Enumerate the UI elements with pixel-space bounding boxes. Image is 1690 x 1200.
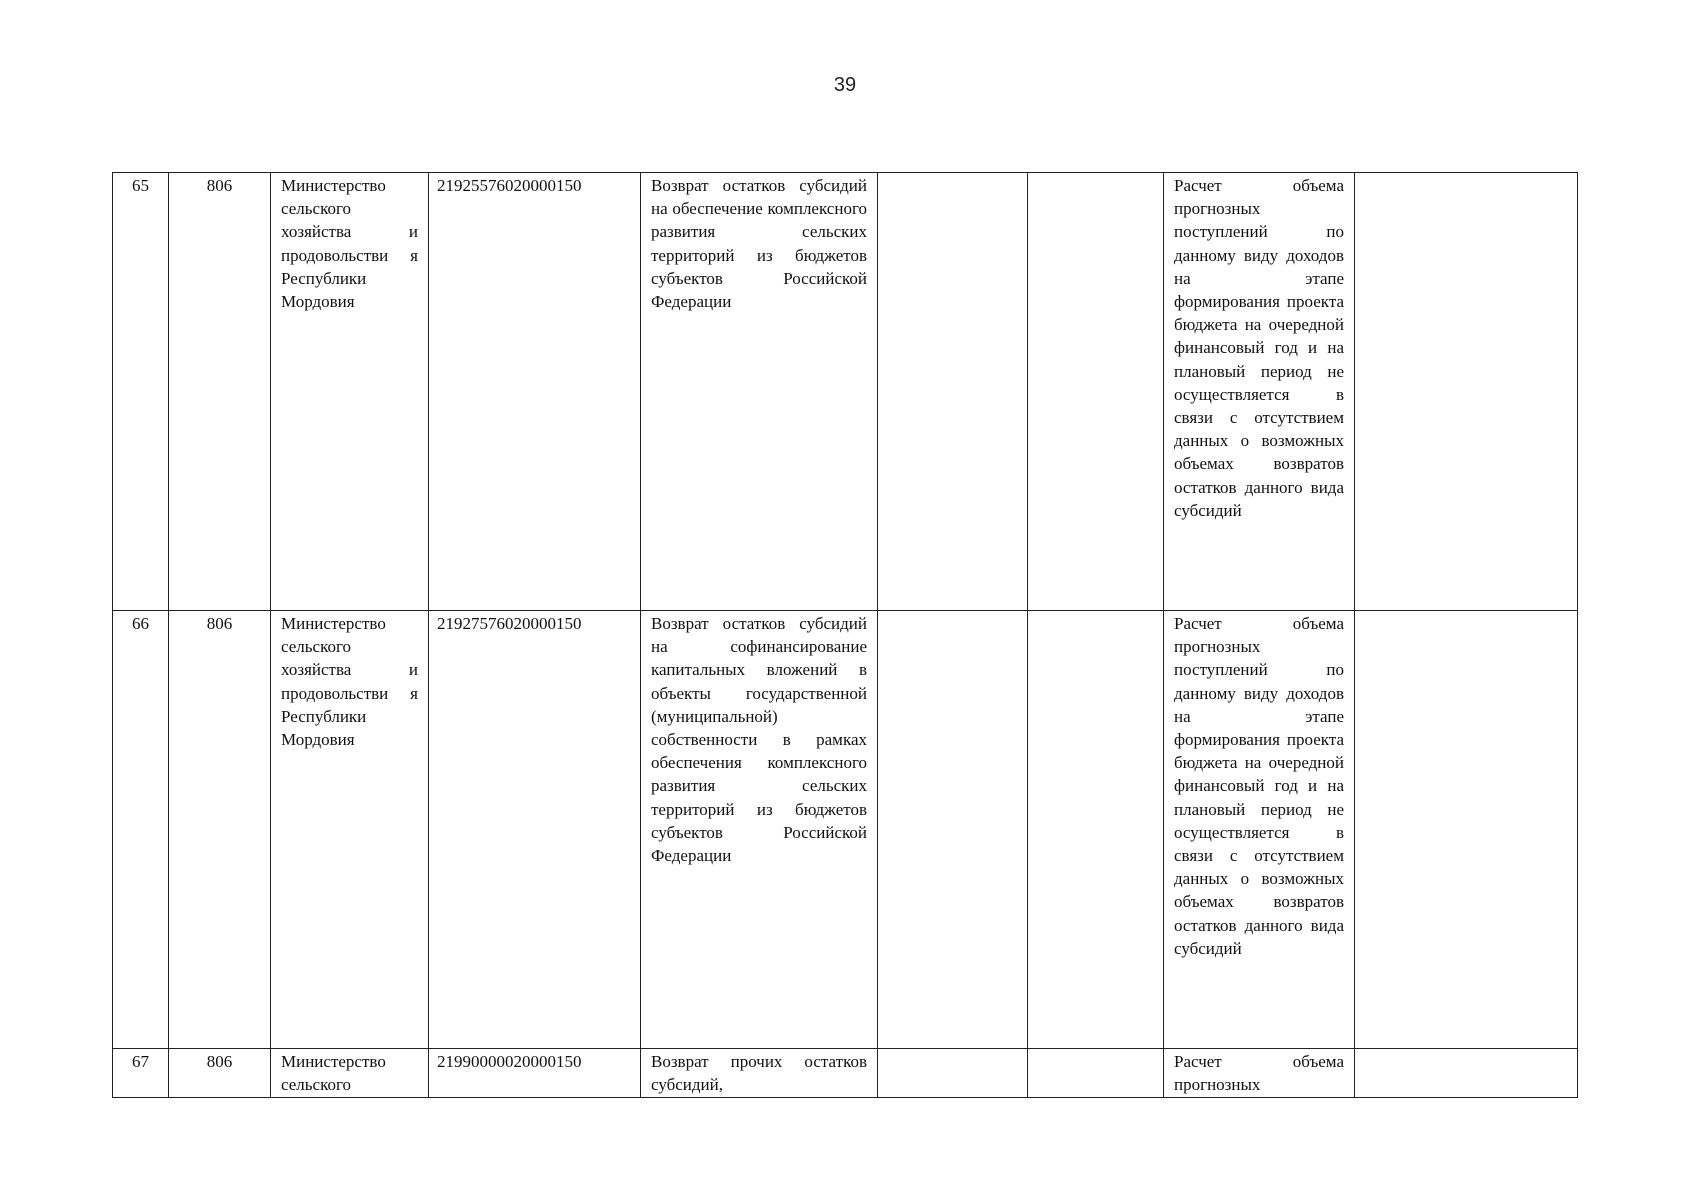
empty-cell-9 <box>1355 1049 1578 1098</box>
forecast-method: Расчет объема прогнозных поступлений по данному виду доходов на этапе формирования проекта бюджета на очередной финансовый год и на плановый период не осуществляется в связи с отсутствием данных о возможных объемах возвратов остатков данного вида субсидий <box>1174 614 1344 958</box>
revenue-name: Возврат остатков субсидий на софинансирование капитальных вложений в объекты государственной (муниципальной) собственности в рамках обеспечения комплексного развития сельских территорий из бюджетов субъектов Российской Федерации <box>651 614 867 866</box>
kbk-code: 21925576020000150 <box>437 176 582 195</box>
kbk-code: 21990000020000150 <box>437 1052 582 1071</box>
cell-col6 <box>878 1049 1027 1096</box>
admin-name-cell <box>271 611 429 1049</box>
admin-name: Министерство сельского хозяйства и продовольстви я Республики Мордовия <box>281 176 418 312</box>
empty-cell-7 <box>1028 611 1164 1049</box>
admin-name-cell <box>271 173 429 611</box>
row-number-cell <box>113 611 169 1049</box>
empty-cell-6 <box>878 1049 1028 1098</box>
admin-code-cell <box>169 1049 271 1098</box>
admin-code-cell <box>169 611 271 1049</box>
table-row <box>113 173 1578 611</box>
kbk-code: 21927576020000150 <box>437 614 582 633</box>
admin-code: 806 <box>206 1052 233 1071</box>
row-number: 67 <box>132 1052 149 1071</box>
revenue-name-cell <box>641 611 878 1049</box>
admin-name-cell <box>271 1049 429 1098</box>
forecast-method: Расчет объема прогнозных поступлений по данному виду доходов на этапе формирования проекта бюджета на очередной финансовый год и на плановый период не осуществляется в связи с отсутствием данных о возможных объемах возвратов остатков данного вида субсидий <box>1174 176 1344 520</box>
revenue-name: Возврат остатков субсидий на обеспечение комплексного развития сельских территорий из бюджетов субъектов Российской Федерации <box>651 176 867 312</box>
admin-code: 806 <box>206 176 233 195</box>
cell-col7 <box>1028 173 1163 174</box>
admin-name: Министерство сельского хозяйства и продовольстви я Республики Мордовия <box>281 614 418 750</box>
empty-cell-9 <box>1355 173 1578 611</box>
empty-cell-6 <box>878 173 1028 611</box>
revenue-name-cell <box>641 173 878 611</box>
cell-col9 <box>1355 173 1577 174</box>
row-number: 65 <box>132 176 149 195</box>
empty-cell-9 <box>1355 611 1578 1049</box>
cell-col7 <box>1028 1049 1163 1096</box>
empty-cell-7 <box>1028 173 1164 611</box>
empty-cell-6 <box>878 611 1028 1049</box>
table-row <box>113 611 1578 1049</box>
method-cell <box>1164 173 1355 611</box>
empty-cell-7 <box>1028 1049 1164 1098</box>
table-row <box>113 1049 1578 1098</box>
revenue-forecast-table <box>112 172 1578 1098</box>
admin-code: 806 <box>206 614 233 633</box>
kbk-cell <box>429 173 641 611</box>
cell-col9 <box>1355 1049 1577 1096</box>
admin-name: Министерство сельского <box>281 1052 386 1095</box>
method-cell <box>1164 611 1355 1049</box>
cell-col7 <box>1028 611 1163 612</box>
page-number: 39 <box>833 74 857 96</box>
revenue-name: Возврат прочих остатков субсидий, <box>651 1052 867 1095</box>
revenue-name-cell <box>641 1049 878 1098</box>
admin-code-cell <box>169 173 271 611</box>
kbk-cell <box>429 1049 641 1098</box>
cell-col9 <box>1355 611 1577 612</box>
row-number-cell <box>113 1049 169 1098</box>
row-number: 66 <box>132 614 149 633</box>
cell-col6 <box>878 173 1027 174</box>
forecast-method: Расчет объема прогнозных <box>1174 1052 1344 1095</box>
row-number-cell <box>113 173 169 611</box>
method-cell <box>1164 1049 1355 1098</box>
kbk-cell <box>429 611 641 1049</box>
cell-col6 <box>878 611 1027 612</box>
